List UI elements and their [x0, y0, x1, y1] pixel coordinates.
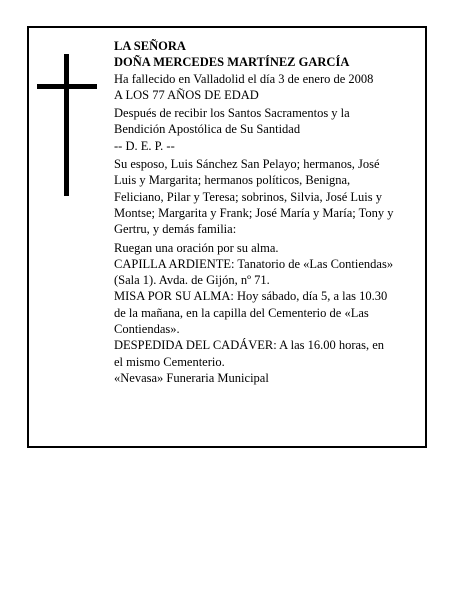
misa-line: de la mañana, en la capilla del Cementerio de «Las — [114, 305, 369, 320]
sacraments-line: Bendición Apostólica de Su Santidad — [114, 122, 301, 137]
death-announcement: Ha fallecido en Valladolid el día 3 de enero de 2008 — [114, 71, 374, 86]
misa-paragraph — [114, 288, 424, 337]
sacraments-line: Después de recibir los Santos Sacramentos y la — [114, 106, 350, 121]
family-line: Gertru, y demás familia: — [114, 222, 237, 237]
obituary-text — [114, 38, 424, 386]
prayer-line: Ruegan una oración por su alma. — [114, 240, 279, 255]
deceased-name: DOÑA MERCEDES MARTÍNEZ GARCÍA — [114, 55, 350, 70]
age-line: A LOS 77 AÑOS DE EDAD — [114, 87, 259, 102]
dep-line: -- D. E. P. -- — [114, 138, 175, 153]
capilla-line: (Sala 1). Avda. de Gijón, nº 71. — [114, 273, 270, 288]
despedida-paragraph — [114, 337, 424, 370]
despedida-line: el mismo Cementerio. — [114, 354, 225, 369]
title-line-1: LA SEÑORA — [114, 39, 186, 53]
sacraments-paragraph — [114, 105, 424, 138]
capilla-line: CAPILLA ARDIENTE: Tanatorio de «Las Contiendas» — [114, 256, 394, 271]
family-line: Montse; Margarita y Frank; José María y María; Tony y — [114, 205, 394, 220]
family-line: Luis y Margarita; hermanos políticos, Benigna, — [114, 173, 351, 188]
funeraria-line: «Nevasa» Funeraria Municipal — [114, 370, 269, 385]
cross-horizontal-bar — [37, 84, 97, 89]
family-paragraph — [114, 156, 424, 237]
despedida-line: DESPEDIDA DEL CADÁVER: A las 16.00 horas, en — [114, 338, 385, 353]
misa-line: MISA POR SU ALMA: Hoy sábado, día 5, a las 10.30 — [114, 289, 388, 304]
cross-vertical-bar — [64, 54, 69, 196]
misa-line: Contiendas». — [114, 322, 180, 337]
family-line: Su esposo, Luis Sánchez San Pelayo; hermanos, José — [114, 157, 380, 172]
family-line: Feliciano, Pilar y Teresa; sobrinos, Silvia, José Luis y — [114, 189, 382, 204]
capilla-paragraph — [114, 256, 424, 289]
